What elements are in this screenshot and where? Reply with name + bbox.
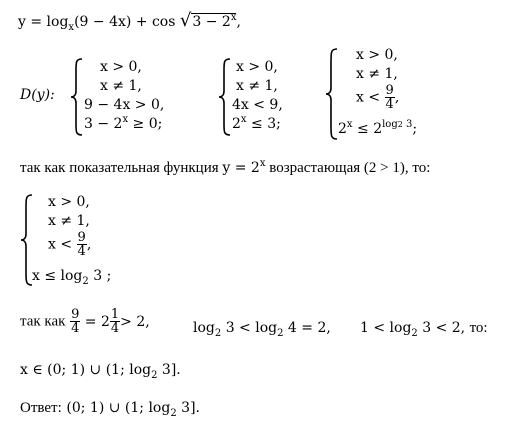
sys1-line-2: x ≠ 1, — [100, 78, 142, 94]
log-comparison: $\log_2 3 < \log_2 4 = 2$, — [193, 320, 331, 339]
system-brace-3 — [325, 48, 339, 140]
so-text: так как — [20, 313, 66, 330]
sys1-base: 3 − 2 — [84, 116, 123, 132]
sys3-line-4: $2^x \le 2^{log2 3}$; — [338, 119, 418, 137]
sys2-line-2: x ≠ 1, — [236, 78, 278, 94]
system-brace-1 — [70, 58, 84, 136]
sys3-line-1: x > 0, — [356, 47, 398, 63]
answer-line: Ответ: (0; 1) ∪ (1; $\log_2 3$]. — [20, 400, 200, 419]
comparison-line: так как $\frac{9}{4}$ = 2 $\frac{1}{4}$ > 2, — [20, 307, 150, 336]
sys4-line-2: x ≠ 1, — [48, 213, 90, 229]
sys2-line-4 — [232, 115, 283, 135]
system-4 — [32, 193, 111, 287]
sys1-line-3: 9 − 4x > 0, — [84, 97, 165, 113]
solution-set: x ∈ (0; 1) ∪ (1; $\log_2 3$]. — [20, 362, 181, 381]
sys3-line-3: x < $\frac{9}{4}$ , — [356, 83, 400, 112]
sys2-line-3: 4x < 9, — [232, 97, 283, 113]
sys1-line-4 — [84, 115, 164, 135]
answer-end: 3]. — [181, 400, 200, 416]
sys2-exp: x — [240, 114, 247, 125]
sys4-line-1: x > 0, — [48, 194, 90, 210]
sys1-line-1: x > 0, — [100, 59, 142, 75]
since-text: так как показательная функция — [20, 160, 219, 176]
answer-label: Ответ: — [20, 400, 62, 416]
sys3-line-2: x ≠ 1, — [356, 66, 398, 82]
sys4-line-4: $x \le \log_2 3$ ; — [32, 268, 112, 287]
sys4-line-3: x < $\frac{9}{4}$ , — [48, 230, 92, 259]
log-bounds: $1 < \log_2 3 < 2$, то: — [360, 320, 488, 339]
sys1-exp: x — [122, 114, 129, 125]
system-3 — [338, 46, 417, 140]
since-rest: возрастающая (2 > 1), то: — [269, 160, 431, 176]
formula-start: y = log — [18, 14, 69, 30]
function-definition: $y = \log_x(9 - 4x) + \cos √3 - 2^x$, — [18, 10, 241, 33]
system-2 — [232, 58, 283, 135]
sys2-line-1: x > 0, — [236, 59, 278, 75]
domain-label — [20, 87, 55, 103]
system-brace-2 — [218, 58, 232, 136]
sys1-tail: ≥ 0; — [128, 116, 163, 132]
system-1 — [84, 58, 164, 135]
domain-label-text: D(y): — [20, 87, 55, 103]
monotonic-statement: так как показательная функция $y = 2^x$ возрастающая (2 > 1), то: — [20, 158, 431, 176]
sys2-tail: ≤ 3; — [246, 116, 281, 132]
sys2-base: 2 — [232, 116, 241, 132]
answer-value: (0; 1) ∪ (1; log — [66, 400, 171, 416]
